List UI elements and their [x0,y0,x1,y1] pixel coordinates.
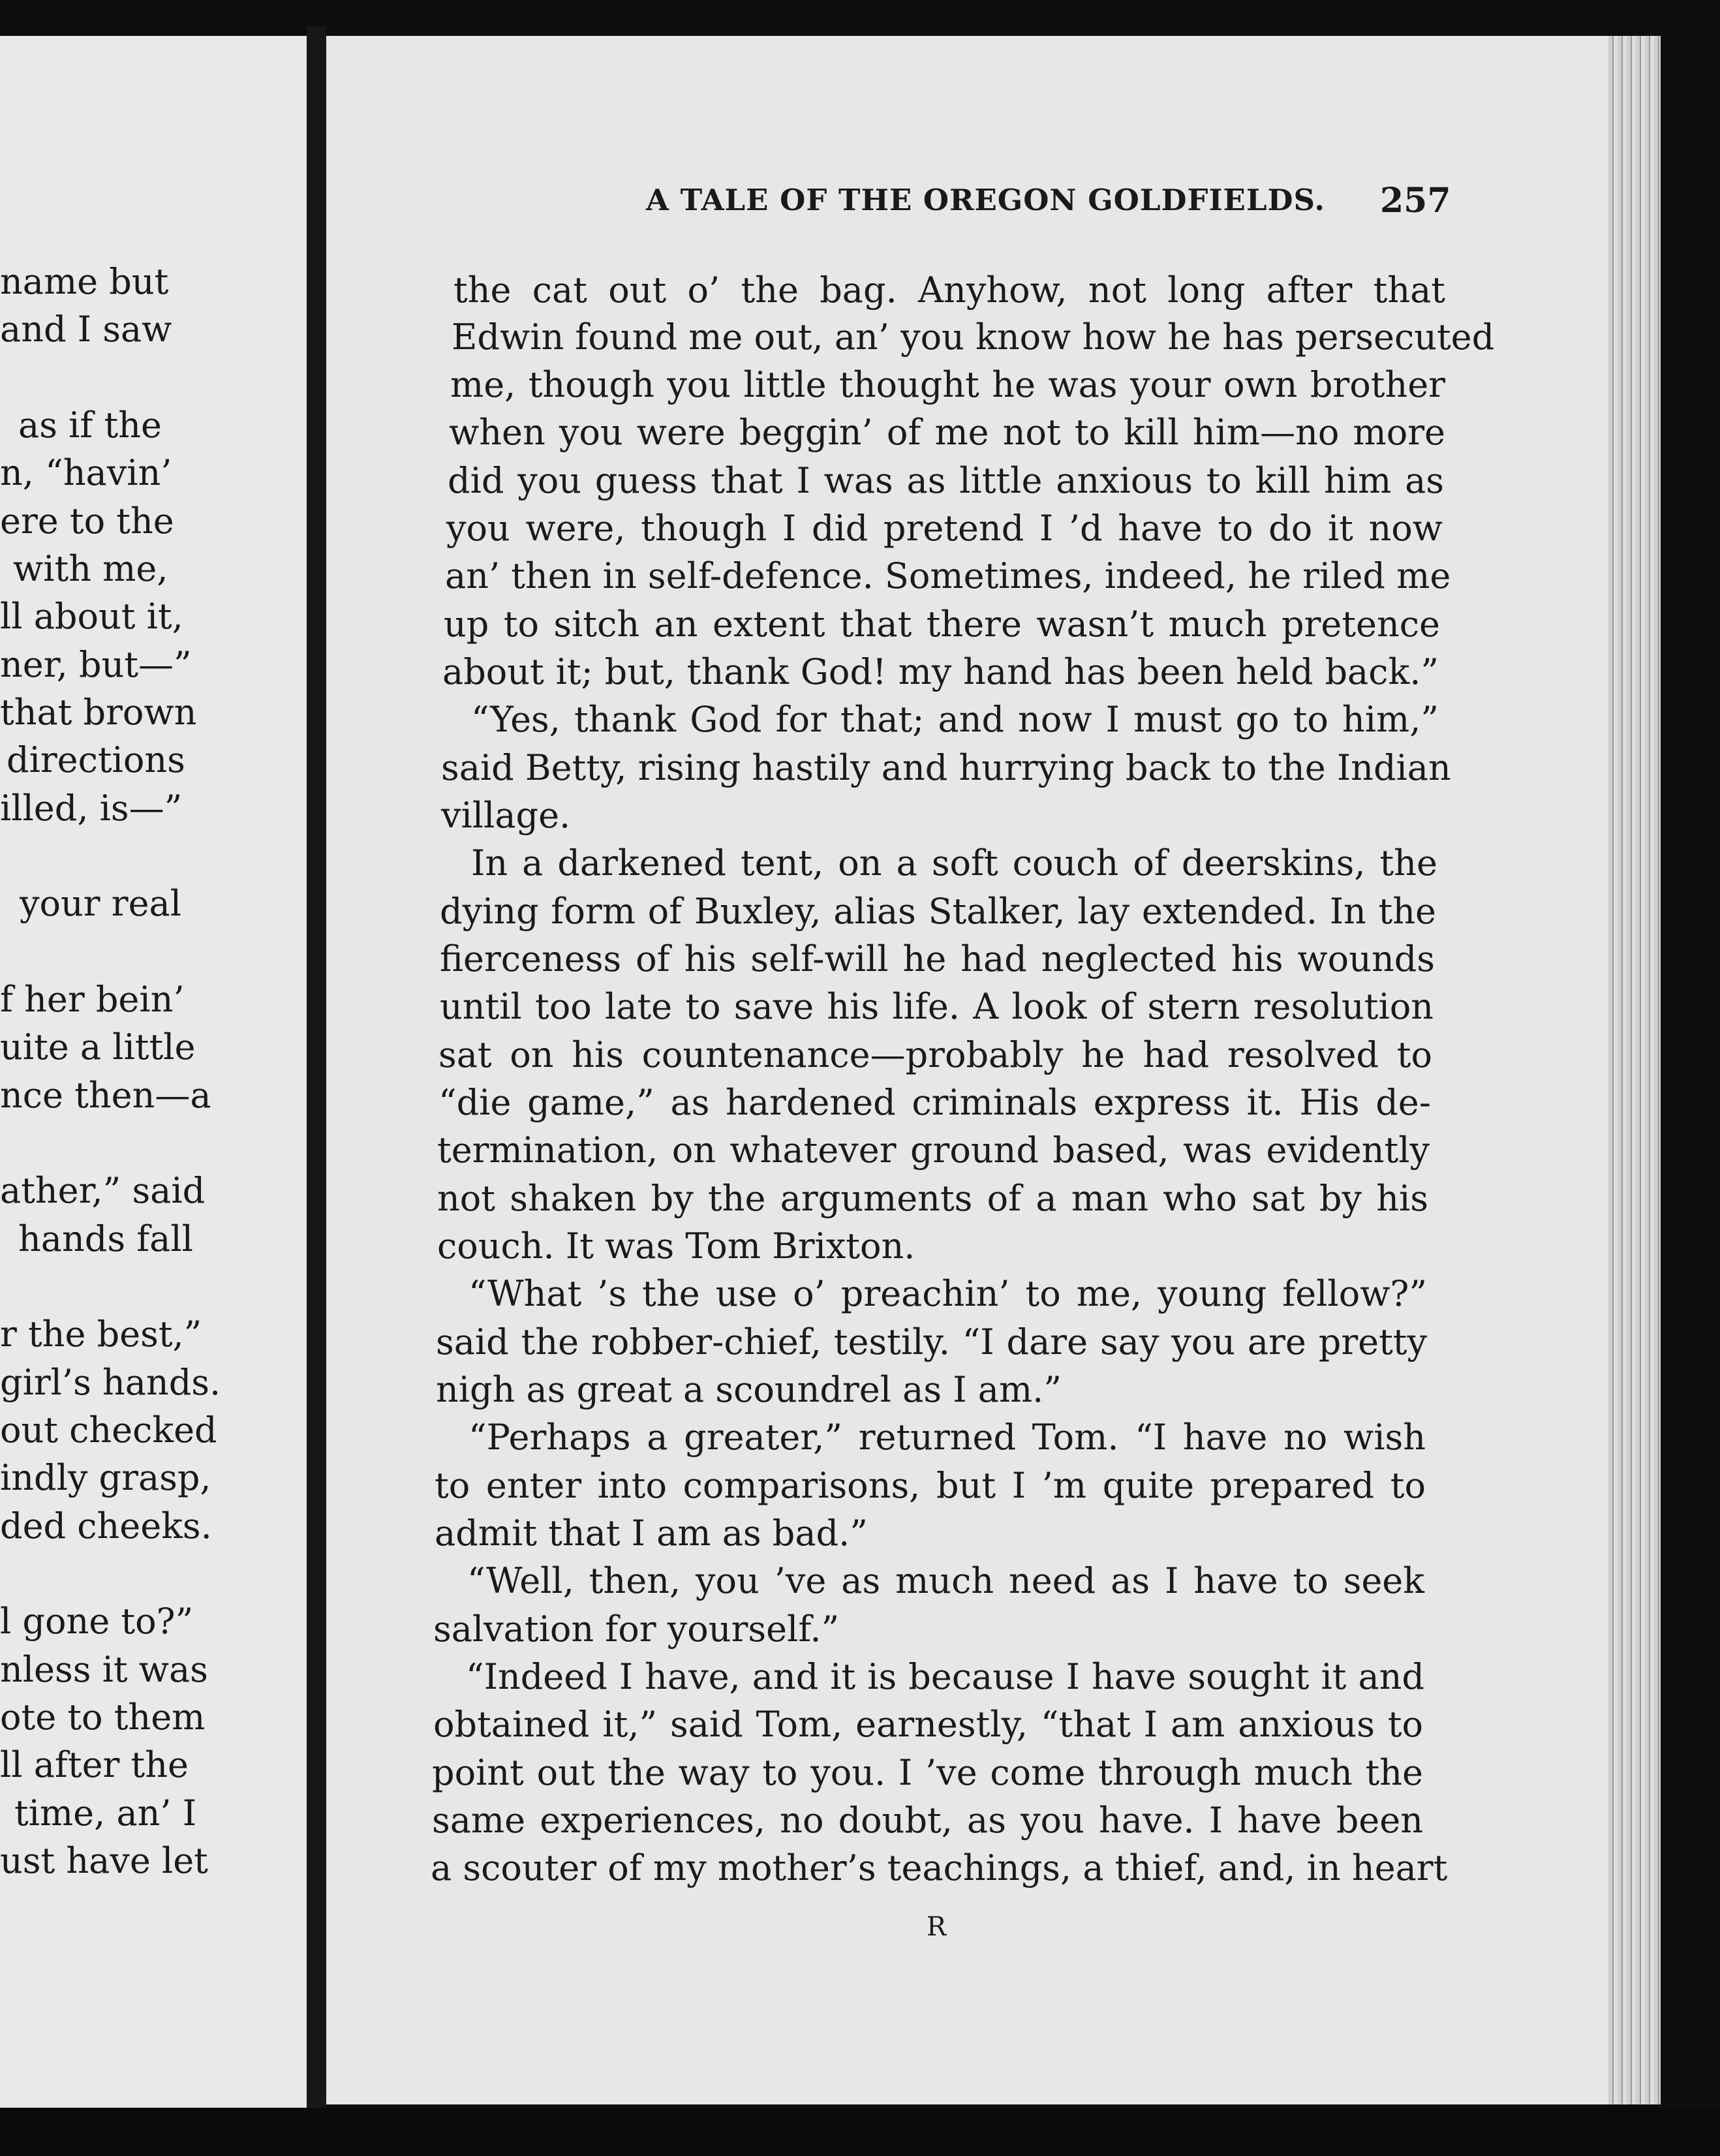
running-head: A TALE OF THE OREGON GOLDFIELDS. [646,183,1326,217]
left-page-fragment: uite a little [0,1026,196,1068]
left-page-fragment: ner, but—” [0,644,192,685]
body-line: nigh as great a scoundrel as I am.” [436,1369,1062,1410]
body-line: In a darkened tent, on a soft couch of deerskins, the [471,842,1437,884]
right-page [326,36,1661,2104]
body-line: couch. It was Tom Brixton. [437,1225,915,1267]
body-line: “Yes, thank God for that; and now I must go to him,” [471,699,1439,740]
body-line: me, though you little thought he was your own brother [450,364,1445,405]
left-page-fragment: ust have let [0,1840,208,1881]
body-line: salvation for yourself.” [433,1609,840,1650]
body-line: not shaken by the arguments of a man who sat by his [437,1178,1428,1219]
left-page-fragment: as if the [18,405,162,446]
body-line: point out the way to you. I ’ve come through much the [432,1752,1423,1793]
body-line: “What ’s the use o’ preachin’ to me, young fellow?” [468,1273,1427,1314]
signature-mark: R [927,1912,947,1942]
left-page-fragment: ll about it, [0,596,183,637]
body-line: about it; but, thank God! my hand has been held back.” [442,651,1439,692]
body-line: an’ then in self-defence. Sometimes, indeed, he riled me [445,555,1451,596]
body-line: same experiences, no doubt, as you have. I have been [432,1800,1423,1841]
left-page-fragment: illed, is—” [0,788,183,829]
body-line: “Perhaps a greater,” returned Tom. “I have no wish [468,1417,1426,1458]
left-page-fragment: nce then—a [0,1075,211,1116]
left-page-fragment: that brown [0,692,197,733]
page-number: 257 [1380,181,1451,221]
body-line: said Betty, rising hastily and hurrying back to the Indian [441,747,1451,788]
left-page-fragment: hands fall [18,1218,193,1259]
body-line: a scouter of my mother’s teachings, a thief, and, in heart [431,1847,1448,1888]
left-page-fragment: out checked [0,1409,217,1451]
body-line: until too late to save his life. A look of stern resolution [440,986,1434,1027]
left-page-fragment: and I saw [0,309,172,350]
left-page-fragment: directions [7,739,185,780]
left-page-fragment: ather,” said [0,1170,206,1211]
left-page-fragment: r the best,” [0,1314,202,1355]
left-page-fragment: time, an’ I [14,1793,197,1834]
left-page-fragment: nless it was [0,1649,208,1690]
body-line: sat on his countenance—probably he had resolved to [438,1034,1432,1075]
body-line: admit that I am as bad.” [435,1513,868,1554]
body-line: the cat out o’ the bag. Anyhow, not long after that [453,270,1445,311]
left-page-fragment: girl’s hands. [0,1362,221,1403]
body-line: did you guess that I was as little anxious to kill him as [448,460,1444,501]
body-line: up to sitch an extent that there wasn’t much pretence [444,604,1440,645]
left-page-fragment: ote to them [0,1697,206,1738]
body-line: fierceness of his self-will he had neglected his wounds [440,938,1435,979]
left-page-fragment: your real [20,883,182,924]
body-line: said the robber-chief, testily. “I dare say you are pretty [436,1321,1427,1363]
body-line: Edwin found me out, an’ you know how he has persecuted [452,316,1495,358]
left-page [0,36,307,2111]
body-line: when you were beggin’ of me not to kill him—no more [449,412,1445,453]
left-page-fragment: l gone to?” [0,1601,194,1642]
body-line: “Well, then, you ’ve as much need as I have to seek [467,1560,1424,1601]
left-page-fragment: name but [0,261,169,302]
left-page-fragment: ere to the [0,501,174,542]
left-page-fragment: ll after the [0,1744,189,1785]
left-page-fragment: f her bein’ [0,979,185,1020]
body-line: dying form of Buxley, alias Stalker, lay extended. In the [440,891,1436,932]
body-line: to enter into comparisons, but I ’m quite prepared to [435,1465,1426,1506]
left-page-fragment: indly grasp, [0,1457,211,1498]
page-edges [1608,36,1661,2104]
body-line: village. [441,795,571,836]
left-page-fragment: n, “havin’ [0,452,172,493]
body-line: “Indeed I have, and it is because I have sought it and [466,1656,1424,1697]
book-gutter [307,26,326,2134]
body-line: obtained it,” said Tom, earnestly, “that I am anxious to [433,1704,1423,1745]
left-page-fragment: ded cheeks. [0,1505,212,1547]
scan-bottom-edge [0,2108,1720,2156]
body-line: “die game,” as hardened criminals express it. His de- [438,1082,1431,1123]
body-line: termination, on whatever ground based, was evidently [437,1130,1430,1171]
left-page-fragment: with me, [13,548,168,589]
body-line: you were, though I did pretend I ’d have to do it now [446,508,1443,549]
